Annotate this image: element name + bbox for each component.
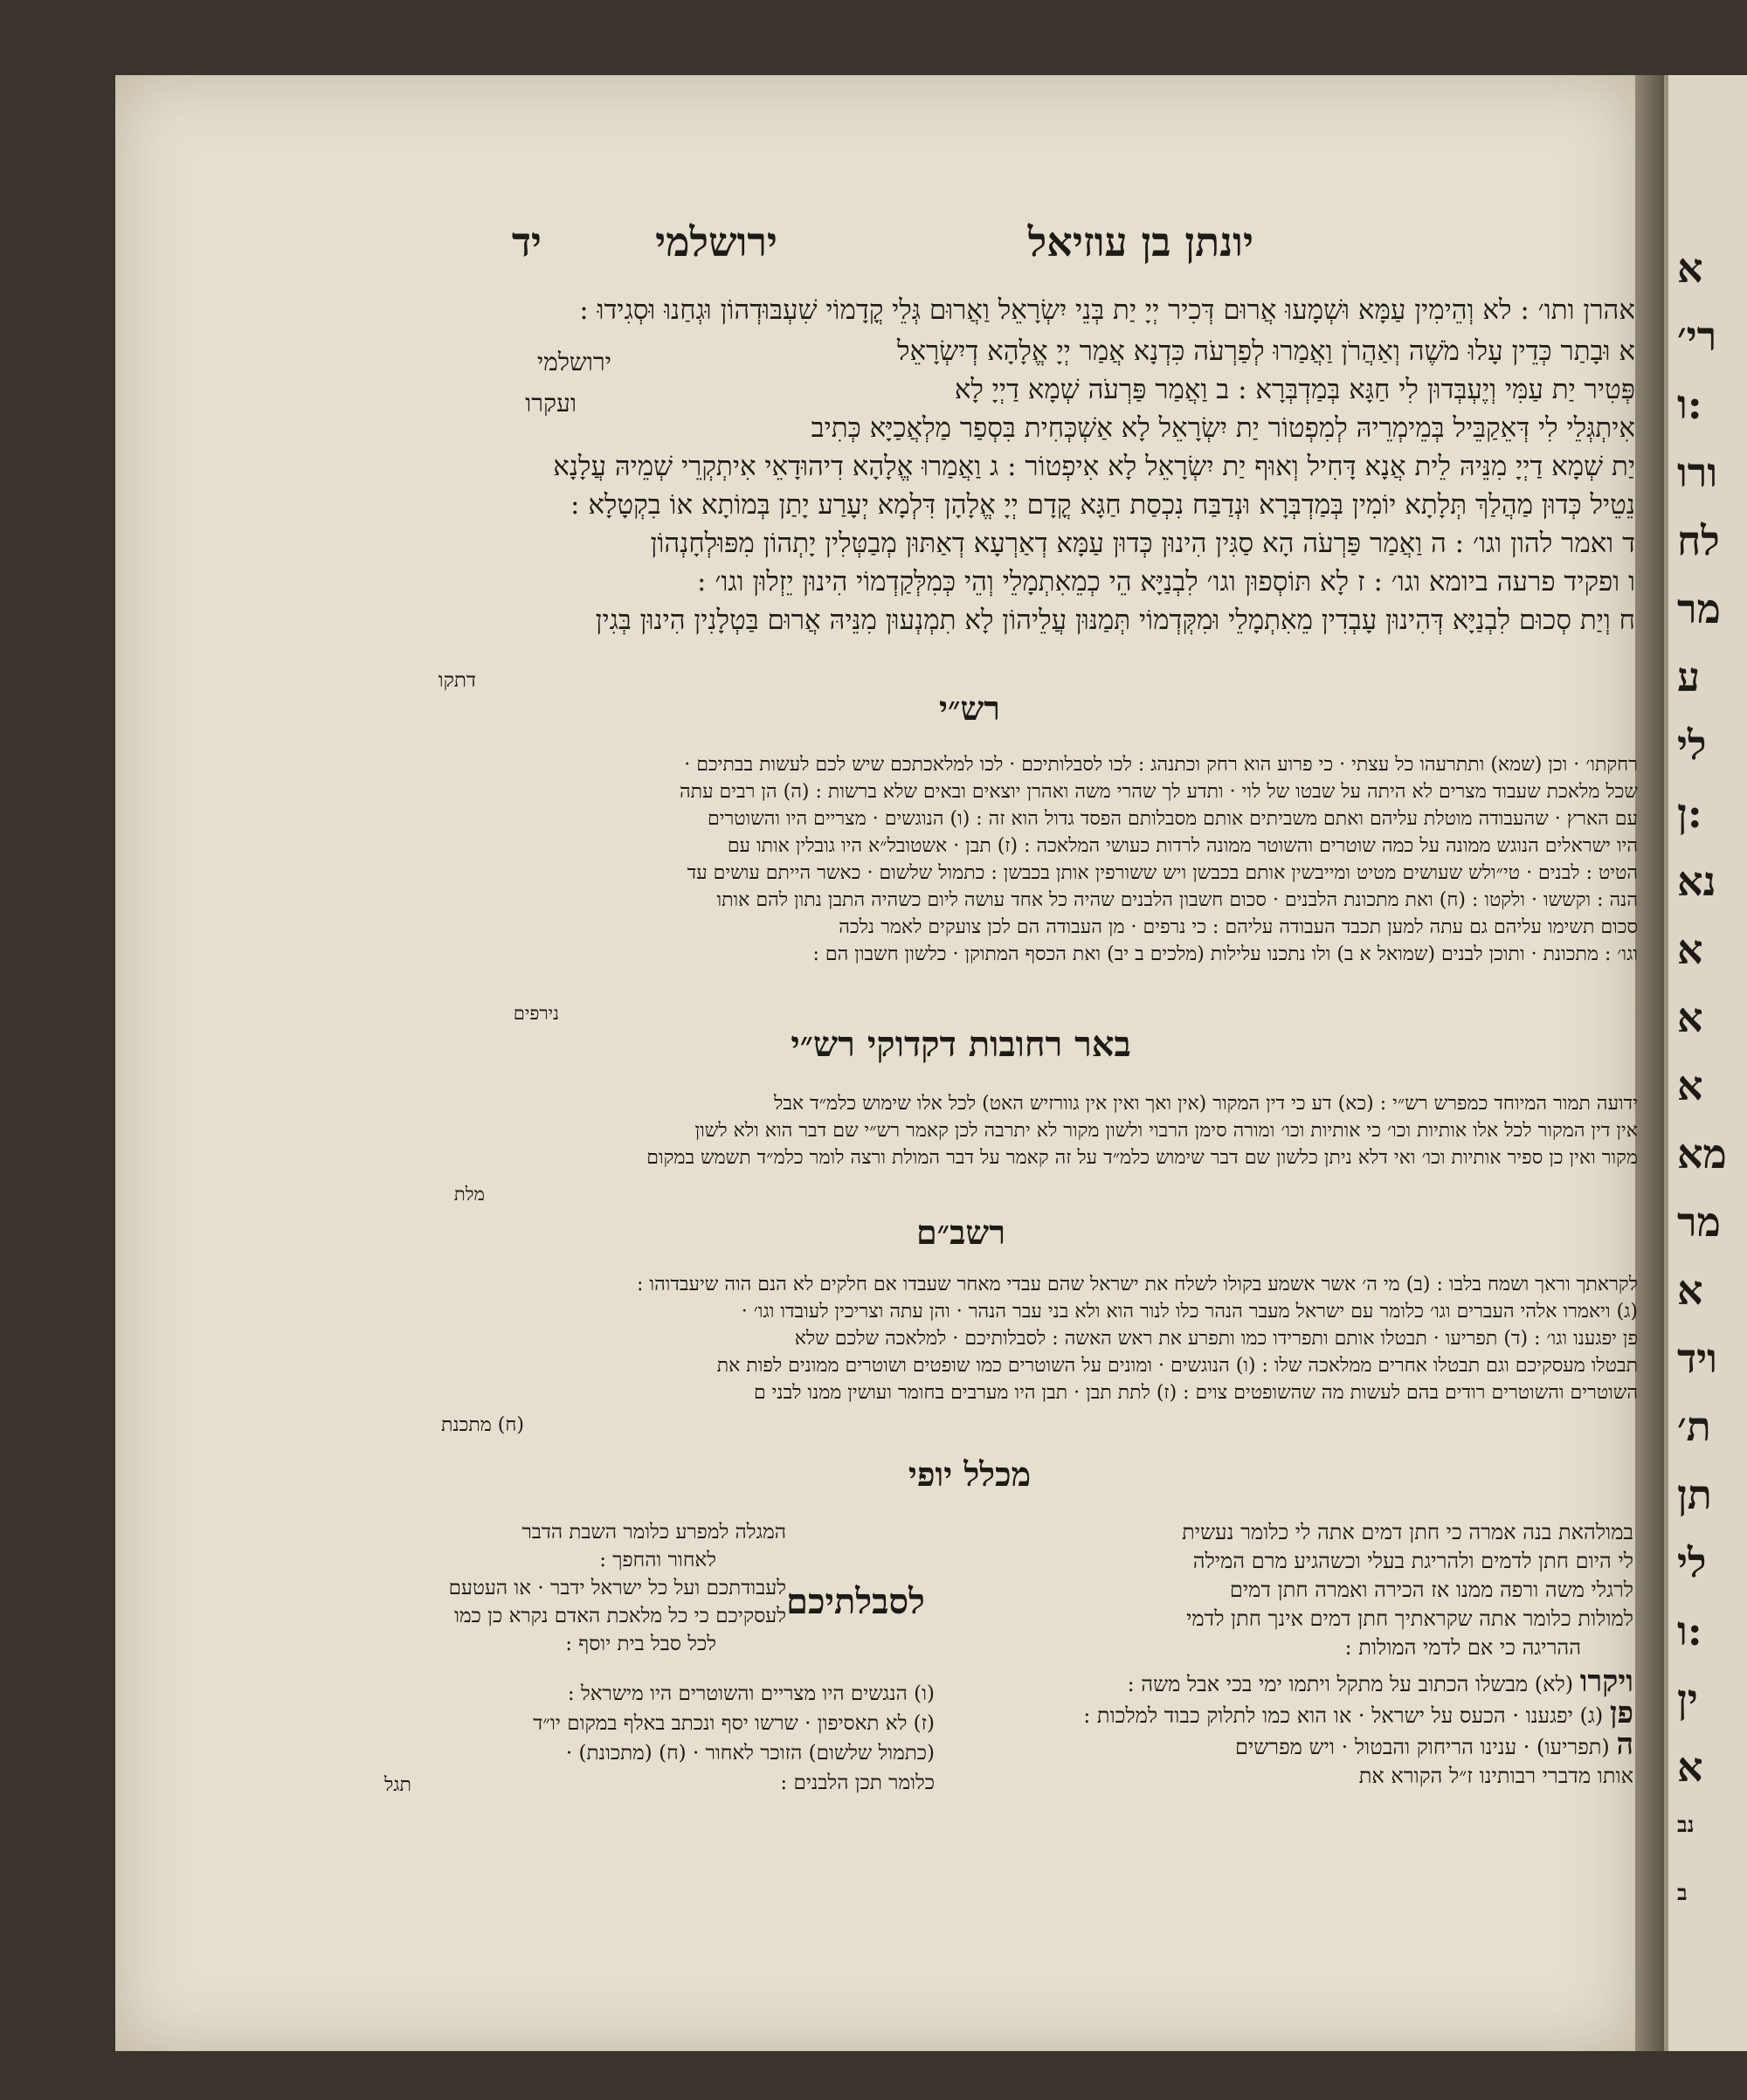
targum-line: אִיתְגְּלֵי לִי דְּאֵקַבֵּיל בְּמֵימְרֵיהּ לְמִפְטוֹר יַת יִשְׂרָאֵל לָא אַשְׁכְּחִית בִּסְפַר מַלְאֲכַיָּא כְּתִיב: [811, 412, 1635, 444]
facing-page-glyph: א: [1677, 1744, 1703, 1791]
rashi-line: שכל מלאכת שעבוד מצרים לא היתה על שבטו של לוי · ותדע לך שהרי משה ואהרן יוצאים ובאים שלא ברשות : (ה) הן רבים עתה: [680, 781, 1638, 803]
beer-tail: מלת: [453, 1184, 485, 1205]
rashbam-line: פן יפגענו וגו׳ : (ד) תפריעו · תבטלו אותם ותפרידו כמו ותפרע את ראש האשה : לסבלותיכם · למלאכה שלכם שלא: [794, 1328, 1638, 1350]
beer-title: באר רחובות דקדוקי רש״י: [791, 1024, 1131, 1065]
targum-line: פְּטִיר יַת עַמִּי וְיֶעְבְּדוּן לִי חַגָּא בְּמַדְבְּרָא : ב וַאֲמַר פַּרְעֹה שְׁמָא דַיְיָ לָא: [954, 374, 1635, 405]
rashi-line: סכום תשימו עליהם גם עתה למען תכבד העבודה עליהם : כי נרפים · מן העבודה הם לכן צועקים לאמר נלכה: [839, 916, 1638, 938]
michlal-entry: [970, 1727, 1633, 1762]
facing-page-glyph: א: [1677, 926, 1703, 973]
header-section: ירושלמי: [655, 218, 777, 266]
michlal-left-head: לסבלתיכם: [786, 1581, 925, 1622]
michlal-entry-text: (תפריעו) · ענינו הריחוק והבטול · ויש מפרשים: [1235, 1735, 1610, 1759]
michlal-entry-head: ה: [1616, 1727, 1633, 1762]
facing-page-glyph: מר: [1677, 1199, 1721, 1246]
beer-line: ידועה תמור המיוחד כמפרש רש״י : (כא) דע כי דין המקור (אין ואך ואין אין גוורזיש האט) לכל אלו שימוש כלמ״ד אבל: [774, 1093, 1638, 1115]
rashbam-block: [288, 1271, 1638, 1406]
rashi-tail: נירפים: [513, 1003, 559, 1024]
michlal-entry-text: (ג) יפגענו · הכעס על ישראל · או הוא כמו לתלוק כבוד למלכות :: [1083, 1703, 1604, 1728]
michlal-left-entry: (ז) לא תאסיפון · שרשו יסף ונכתב באלף במקום יו״ד: [533, 1712, 935, 1735]
facing-page-glyph: ע: [1677, 653, 1701, 701]
michlal-left-entry: כלומר תכן הלבנים :: [780, 1772, 935, 1794]
beer-block: [293, 1090, 1638, 1171]
michlal-left-line: לכל סבל בית יוסף :: [565, 1633, 716, 1655]
beer-line: מקור ואין כן ספיר אותיות וכו׳ ואי דלא ניתן כלשון שם דבר שימוש כלמ״ד על זה קאמר על דבר המולת ורצה לומר כלמ״ד תשמש במקום: [646, 1147, 1638, 1169]
michlal-entry-text: (לא) מבשלו הכתוב על מתקל ויתמו ימי בכי אבל משה :: [1127, 1672, 1574, 1696]
targum-line: יַת שְׁמָא דַיְיָ מִנֵּיהּ לֵית אֲנָא דָּחִיל וְאוּף יַת יִשְׂרָאֵל לָא אִיפְטוֹר : ג וַאֲמַרוּ אֱלָהָא דִיהוּדָאֵי אִיתְקְרֵי שְׁמֵיהּ עֲלָנָא: [553, 451, 1635, 482]
rashi-block: [293, 751, 1638, 968]
rashbam-line: (ג) ויאמרו אלהי העברים וגו׳ כלומר עם ישראל מעבר הנהר כלו לנור הוא ולא בני עבר הנהר · והן עתה וצריכין לעובדו וגו׳ ·: [741, 1301, 1638, 1323]
facing-page-glyph: א: [1677, 245, 1703, 292]
targum-line: ו ופקיד פרעה ביומא וגו׳ : ז לָא תּוֹסְפוּן וגו׳ לִבְנַיָּא הֵי כְמֵאִתְמָלֵי וְהֵי כְּמִלְּקַדְמוֹי הִינוּן יֵזְלוּן וגו׳ :: [697, 566, 1635, 598]
rashbam-tail: (ח) מתכנת: [441, 1414, 524, 1436]
facing-page-glyph: לי: [1677, 722, 1707, 769]
facing-page-glyph: לי: [1677, 1539, 1707, 1586]
header-page-number: יד: [511, 218, 542, 266]
targum-block-c: [294, 447, 1635, 639]
facing-page-glyph: ו:: [1677, 1607, 1702, 1654]
facing-page-glyph: רי׳: [1677, 313, 1717, 360]
michlal-left-line: לעבודתכם ועל כל ישראל ידבר · או העטעם: [448, 1577, 786, 1599]
facing-page-glyph: א: [1677, 994, 1703, 1041]
facing-page-glyph: מא: [1677, 1130, 1727, 1178]
michlal-entry: [970, 1664, 1633, 1699]
rashi-line: הטיט : לבנים · טי״ולש שעושים מטיט ומייבשין אותם בכבשן ויש ששורפין אותן בכבשן : כתמול שלשום · כאשר הייתם עושים עד: [687, 862, 1638, 884]
facing-page-glyph: ב: [1677, 1880, 1688, 1905]
targum-line: ד ואמר להון וגו׳ : ה וַאֲמַר פַּרְעֹה הָא סַגִּין הִינוּן כְּדוּן עַמָּא דְאַרְעָא דְאַתּוּן מְבַטְּלִין יָתְהוֹן מִפּוּלְחָנְהוֹן: [650, 528, 1635, 559]
facing-page-glyph: ין: [1677, 1675, 1698, 1723]
michlal-right-line: לי היום חתן לדמים ולהריגת בעלי וכשהגיע מרם המילה: [1192, 1549, 1633, 1573]
rashi-line: עם הארץ · שהעבודה מוטלת עליהם ואתם משביתים אותם מסבלותם הפסד גדול הוא זה : (ו) הנוגשים · מצריים היו והשוטרים: [707, 808, 1638, 830]
facing-page-glyph: ת׳: [1677, 1403, 1711, 1450]
michlal-entry-head: פן: [1609, 1696, 1633, 1730]
michlal-left-column: [297, 1518, 786, 1658]
facing-page-glyph: א: [1677, 1267, 1703, 1314]
targum-line: נֵטֵיל כְּדוּן מַהֲלַךְ תְּלָתָא יוֹמִין בְּמַדְבְּרָא וּנְדַבַּח נִכְסַת חַגָּא קֳדָם יְיָ אֱלָהָן דִּלְמָא יְעָרַע יָתַן בְּמוֹתָא אוֹ בִקְטָלָא :: [570, 489, 1635, 521]
michlal-right-line: במולהאת בנה אמרה כי חתן דמים אתה לי כלומר נעשית: [1182, 1520, 1633, 1544]
rashi-line: רחקתו׳ · וכן (שמא) ותתרעהו כל עצתי · כי פרוע הוא רחק וכתנהג : לכו לסבלותיכם · לכו למלאכתכם שיש לכם לעשות בבתיכם ·: [684, 754, 1638, 776]
michlal-entry-head: ויקרו: [1579, 1664, 1633, 1699]
targum-block: [294, 291, 1635, 329]
rashi-line: היו ישראלים הנוגש ממונה על כמה שוטרים והשוטר ממונה לרדות כעושי המלאכה : (ז) תבן · אשטובל״א היו גובלין אותו עם: [727, 835, 1638, 857]
facing-page-glyph: תן: [1677, 1471, 1712, 1518]
facing-page-glyph: ויד: [1677, 1335, 1717, 1382]
side-label-2: ועקרו: [525, 389, 577, 418]
michlal-right-line: ההריגה כי אם לדמי המולות :: [1344, 1635, 1581, 1660]
michlal-right-line: למולות כלומר אתה שקראתיך חתן דמים אינך חתן לדמי: [1186, 1606, 1633, 1631]
targum-line: ח וְיַת סְכוּם לִבְנַיָּא דְּהִינוּן עָבְדִין מֵאִתְמָלֵי וּמִקְּדְמוֹי תְּמַנּוּן עֲלֵיהוֹן לָא תִמְנְעוּן מִנֵּיהּ אֲרוּם בַּטְלָנִין הִינוּן בְּגִין: [595, 604, 1635, 636]
book-gutter: [1635, 75, 1664, 2051]
facing-page-glyph: נב: [1677, 1812, 1695, 1837]
beer-line: אין דין המקור לכל אלו אותיות וכו׳ כי אותיות וכו׳ ומורה סימן הרבוי ולשון מקור לא יתרבה לכן קאמר רש״י שם דבר הוא ולא לשון: [694, 1120, 1638, 1142]
michlal-left-line: המגלה למפרע כלומר השבת הדבר: [521, 1521, 786, 1544]
facing-page-glyph: נא: [1677, 858, 1716, 905]
michlal-right-tail: אותו מדברי רבותינו ז״ל הקורא את: [1358, 1764, 1633, 1788]
facing-page-glyph: ורו: [1677, 449, 1718, 496]
facing-page-glyph: מר: [1677, 585, 1721, 632]
facing-page-glyph: א: [1677, 1062, 1703, 1109]
rashi-line: וגו׳ : מתכונת · ותוכן לבנים (שמואל א ב) ולו נתכנו עלילות (מלכים ב יב) ואת הכסף המתוקן · כלשון חשבון הם :: [812, 943, 1638, 965]
side-label-1: ירושלמי: [536, 348, 611, 376]
michlal-left-line: לאחור והחפך :: [599, 1549, 716, 1572]
michlal-left-entry: (ו) הנגשים היו מצריים והשוטרים היו מישראל :: [567, 1682, 935, 1705]
rashbam-line: השוטרים והשוטרים רודים בהם לעשות מה שהשופטים צוים : (ז) לתת תבן · תבן היו מערבים בחומר ועושין ממנו לבני ם: [753, 1382, 1638, 1404]
targum-block-b: [657, 332, 1635, 447]
targum-line: א וּבָתַר כְּדֵין עָלוּ מֹשֶׁה וְאַהֲרֹן וַאֲמַרוּ לְפַרְעֹה כִּדְנָא אֲמַר יְיָ אֱלָהָא דְיִשְׂרָאֵל: [896, 335, 1635, 367]
rashi-title: רש״י: [939, 688, 1000, 728]
michlal-left-tail: תגל: [384, 1774, 411, 1796]
michlal-left-line: לעסקיכם כי כל מלאכת האדם נקרא כן כמו: [454, 1605, 786, 1627]
michlal-entry: [970, 1696, 1633, 1730]
rashbam-title: רשב״ם: [915, 1212, 1006, 1252]
michlal-right-line: לרגלי משה ורפה ממנו אז הכירה ואמרה חתן דמים: [1229, 1578, 1633, 1602]
rashbam-line: תבטלו מעסקיכם וגם תבטלו אחרים ממלאכה שלו : (ו) הנוגשים · ומונים על השוטרים כמו שופטים ושוטרים ממונים לפות את: [716, 1355, 1638, 1377]
facing-page-glyph: ו:: [1677, 381, 1702, 428]
rashi-line: הנה : וקששו · ולקטו : (ח) ואת מתכונת הלבנים · סכום חשבון הלבנים שהיה כל אחד עושה ליום כשהיה התבן נתון להם אותו: [716, 889, 1638, 911]
targum-line: אהרן ותו׳ : לא וְהֵימִין עַמָּא וּשְׁמָעוּ אֲרוּם דְּכִיר יְיָ יַת בְּנֵי יִשְׂרָאֵל וַאֲרוּם גְּלֵי קֳדָמוֹי שִׁעְבּוּדְהוֹן וּגְחַנוּ וּסְגִידוּ :: [579, 294, 1635, 326]
header-title: יונתן בן עוזיאל: [1027, 218, 1253, 266]
facing-page-glyph: לח: [1677, 517, 1720, 564]
michlal-title: מכלל יופי: [908, 1454, 1032, 1494]
rashbam-line: לקראתך וראך ושמח בלבו : (ב) מי ה׳ אשר אשמע בקולו לשלח את ישראל שהם עבדי מאחר שעבדו אם חלקים לא הנם הוה שיעבדוהו :: [637, 1274, 1638, 1295]
michlal-right-column: [970, 1518, 1633, 1791]
facing-page-glyph: ן:: [1677, 790, 1702, 837]
michlal-left-entry: (כתמול שלשום) הזוכר לאחור · (ח) (מתכונת) ·: [565, 1742, 935, 1765]
targum-tail: דתקו: [438, 669, 476, 692]
